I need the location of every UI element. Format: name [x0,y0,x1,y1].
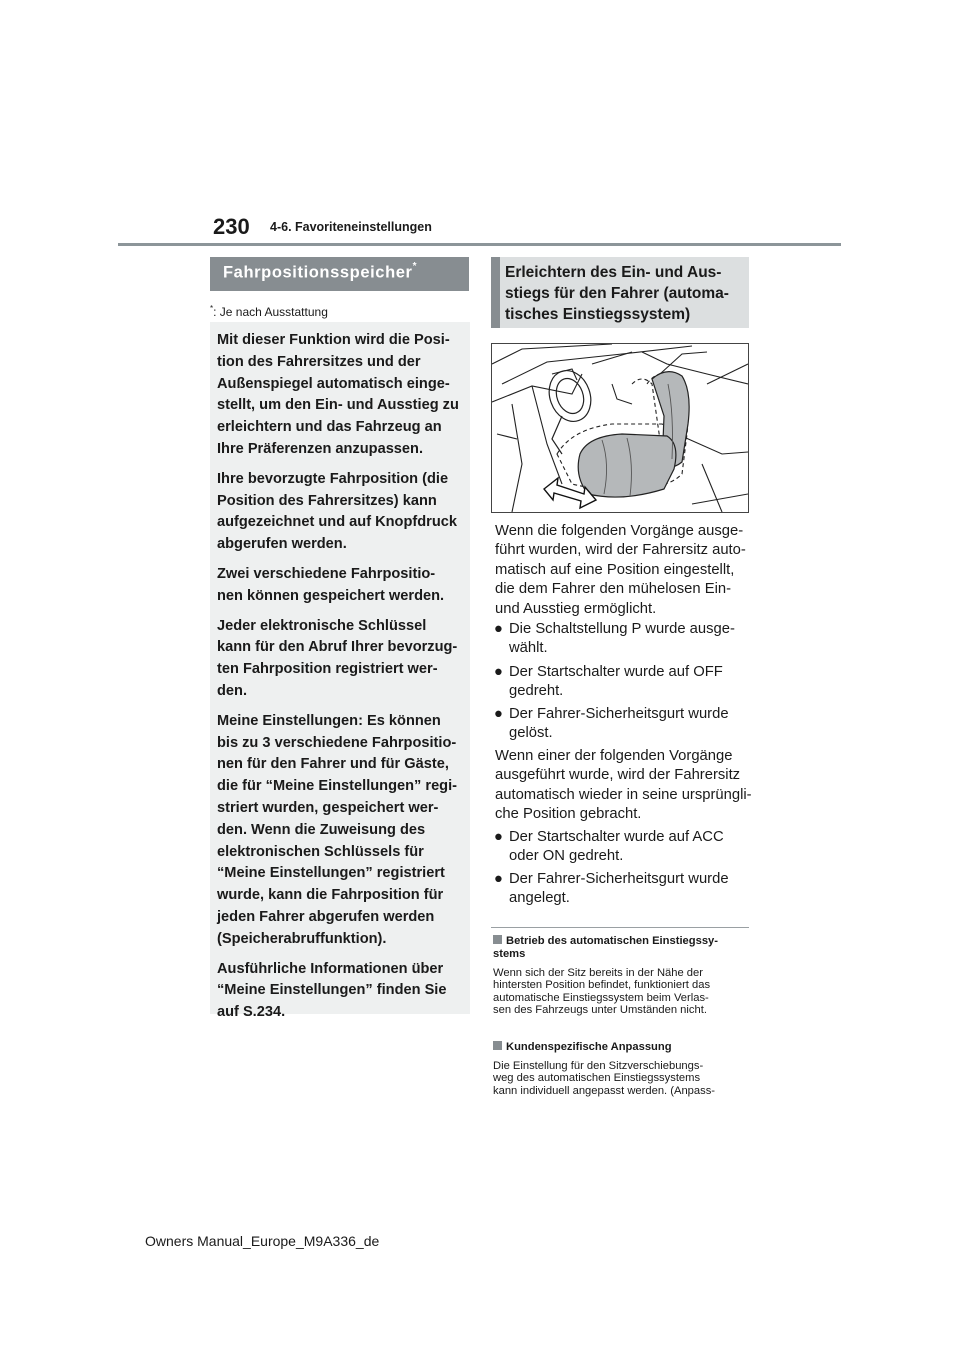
bullet-icon: ● [494,829,503,845]
square-bullet-icon [493,1041,502,1050]
list-item [494,870,729,909]
list-item [494,705,729,744]
header-divider [118,243,841,246]
subsection-heading-box [491,257,749,328]
footnote [210,301,328,320]
section-heading-text: Fahrpositionsspeicher [223,263,413,282]
note-heading [493,935,755,960]
note-text: Wenn sich der Sitz bereits in der Nähe der hintersten Position befindet, funktioniert das automatische Einstiegssystem beim Verlas- sen des Fahrzeugs unter Umständen nicht. [493,967,711,1017]
note-heading [493,1041,755,1054]
list-item [494,663,723,702]
square-bullet-icon [493,935,502,944]
summary-paragraph: Jeder elektronische Schlüssel kann für den Abruf Ihrer bevorzug- ten Fahrposition registriert wer- den. [217,617,458,699]
summary-paragraph: Zwei verschiedene Fahrpositio- nen können gespeichert werden. [217,565,445,604]
list-item [494,828,724,867]
driver-seat-drawing [492,344,748,512]
seat-illustration [491,343,749,513]
summary-box [210,322,470,1021]
bullet-icon: ● [494,706,503,722]
list-item-text: Der Fahrer-Sicherheitsgurt wurde angelegt. [509,871,729,907]
summary-paragraph: Meine Einstellungen: Es können bis zu 3 verschiedene Fahrpositio- nen für den Fahrer und für Gäste, die für “Meine Einstellungen” regi- striert wurden, gespeichert wer- den. Wenn die Zuweisung des elektronischen Schlüssels für “Meine Einstellungen” registriert wurde, kann die Fahrposition für jeden Fahrer abgerufen werden (Speicherabruffunktion). [217,712,458,947]
list-item-text: Die Schaltstellung P wurde ausge- wählt. [509,621,735,657]
section-heading-bar [210,257,469,291]
list-item-text: Der Fahrer-Sicherheitsgurt wurde gelöst. [509,706,729,742]
subsection-heading: Erleichtern des Ein- und Aus- stiegs für den Fahrer (automa- tisches Einstiegssystem) [505,264,729,323]
return-paragraph: Wenn einer der folgenden Vorgänge ausgeführt wurde, wird der Fahrersitz automatisch wieder in seine ursprüngli- che Position gebracht. [495,748,752,823]
bullet-icon: ● [494,871,503,887]
note-heading-text: Kundenspezifische Anpassung [506,1041,672,1053]
note-heading-text: Betrieb des automatischen Einstiegssy- stems [493,935,719,960]
notes-divider [491,927,749,928]
summary-paragraphs [217,330,465,1032]
section-heading [223,263,417,283]
asterisk-mark: * [412,261,418,272]
page-number: 230 [213,214,250,239]
summary-paragraph: Ausführliche Informationen über “Meine Einstellungen” finden Sie auf S.234. [217,960,447,1021]
list-item [494,620,735,659]
summary-paragraph: Mit dieser Funktion wird die Posi- tion des Fahrersitzes und der Außenspiegel automatisch einge- stellt, um den Ein- und Ausstieg zu erleichtern und das Fahrzeug an Ihre Präferenzen anzupassen. [217,332,459,457]
intro-paragraph: Wenn die folgenden Vorgänge ausge- führt wurden, wird der Fahrersitz auto- matisch auf eine Position eingestellt, die dem Fahrer den mühelosen Ein- und Ausstieg ermöglicht. [495,523,746,617]
note-text: Die Einstellung für den Sitzverschiebungs- weg des automatischen Einstiegssystems kann individuell angepasst werden. (Anpass- [493,1060,716,1097]
list-item-text: Der Startschalter wurde auf ACC oder ON gedreht. [509,829,724,865]
bullet-icon: ● [494,621,503,637]
footnote-text: : Je nach Ausstattung [213,305,328,319]
bullet-icon: ● [494,664,503,680]
list-item-text: Der Startschalter wurde auf OFF gedreht. [509,664,723,700]
footnote-mark: * [210,304,214,313]
section-title: 4-6. Favoriteneinstellungen [270,220,432,234]
footer-text: Owners Manual_Europe_M9A336_de [145,1233,380,1249]
summary-paragraph: Ihre bevorzugte Fahrposition (die Position des Fahrersitzes) kann aufgezeichnet und auf Knopfdruck abgerufen werden. [217,470,457,553]
